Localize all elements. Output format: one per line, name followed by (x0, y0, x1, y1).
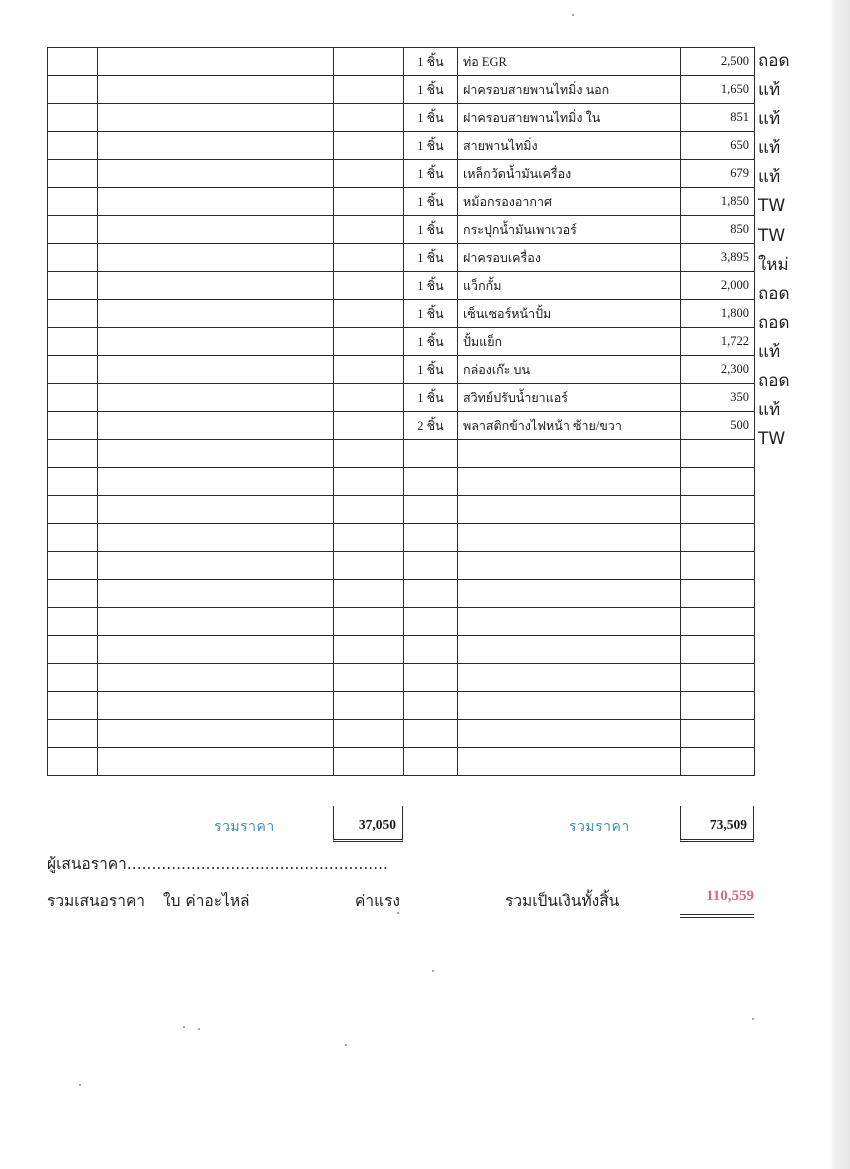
qty-cell: 1 ชิ้น (404, 384, 458, 412)
left-amount-cell (334, 468, 404, 496)
empty-row (48, 608, 755, 636)
description-cell: เหล็กวัดน้ำมันเครื่อง (458, 160, 681, 188)
qty-cell: 1 ชิ้น (404, 48, 458, 76)
description-cell (458, 496, 681, 524)
grand-total-label: รวมเป็นเงินทั้งสิ้น (505, 892, 620, 910)
description-cell (458, 748, 681, 776)
empty-row (48, 720, 755, 748)
no-cell (48, 216, 98, 244)
scan-speck (572, 14, 574, 16)
price-cell (681, 468, 755, 496)
qty-cell: 1 ชิ้น (404, 244, 458, 272)
left-amount-cell (334, 412, 404, 440)
condition-note: แท้ (758, 167, 781, 188)
scan-speck (752, 1018, 754, 1020)
left-description-cell (98, 608, 334, 636)
qty-cell (404, 748, 458, 776)
price-cell: 851 (681, 104, 755, 132)
left-description-cell (98, 468, 334, 496)
empty-row (48, 496, 755, 524)
price-cell: 1,800 (681, 300, 755, 328)
left-description-cell (98, 384, 334, 412)
price-cell (681, 440, 755, 468)
no-cell (48, 636, 98, 664)
description-cell: แว็กกั้ม (458, 272, 681, 300)
condition-note: แท้ (758, 138, 781, 159)
left-amount-cell (334, 384, 404, 412)
empty-row (48, 664, 755, 692)
left-description-cell (98, 160, 334, 188)
empty-row (48, 580, 755, 608)
no-cell (48, 272, 98, 300)
no-cell (48, 48, 98, 76)
no-cell (48, 132, 98, 160)
no-cell (48, 440, 98, 468)
price-cell (681, 692, 755, 720)
left-amount-cell (334, 720, 404, 748)
empty-row (48, 636, 755, 664)
left-amount-cell (334, 272, 404, 300)
condition-note: ถอด (758, 371, 790, 392)
condition-note: แท้ (758, 80, 781, 101)
description-cell: พลาสติกข้างไฟหน้า ซ้าย/ขวา (458, 412, 681, 440)
price-cell: 2,500 (681, 48, 755, 76)
description-cell (458, 608, 681, 636)
parts-row (48, 272, 755, 300)
left-amount-cell (334, 664, 404, 692)
price-cell (681, 552, 755, 580)
left-description-cell (98, 76, 334, 104)
left-amount-cell (334, 244, 404, 272)
qty-cell: 1 ชิ้น (404, 272, 458, 300)
no-cell (48, 720, 98, 748)
qty-cell (404, 664, 458, 692)
description-cell: ฝาครอบสายพานไทมิ่ง ใน (458, 104, 681, 132)
description-cell: ฝาครอบสายพานไทมิ่ง นอก (458, 76, 681, 104)
qty-cell: 1 ชิ้น (404, 160, 458, 188)
price-cell: 1,650 (681, 76, 755, 104)
qty-cell (404, 720, 458, 748)
price-cell: 850 (681, 216, 755, 244)
left-amount-cell (334, 188, 404, 216)
left-amount-cell (334, 328, 404, 356)
no-cell (48, 160, 98, 188)
left-description-cell (98, 272, 334, 300)
price-cell (681, 496, 755, 524)
left-description-cell (98, 188, 334, 216)
description-cell (458, 524, 681, 552)
parts-row (48, 188, 755, 216)
price-cell (681, 720, 755, 748)
description-cell: สายพานไทมิ่ง (458, 132, 681, 160)
left-amount-cell (334, 216, 404, 244)
left-total-label: รวมราคา (214, 819, 275, 835)
parts-row (48, 300, 755, 328)
qty-cell: 1 ชิ้น (404, 132, 458, 160)
description-cell: กระปุกน้ำมันเพาเวอร์ (458, 216, 681, 244)
no-cell (48, 356, 98, 384)
qty-cell: 1 ชิ้น (404, 356, 458, 384)
description-cell: กล่องเก๊ะ บน (458, 356, 681, 384)
no-cell (48, 748, 98, 776)
condition-note: TW (758, 225, 786, 246)
left-description-cell (98, 748, 334, 776)
left-amount-cell (334, 496, 404, 524)
left-total-value: 37,050 (333, 806, 403, 842)
price-cell: 2,300 (681, 356, 755, 384)
no-cell (48, 412, 98, 440)
qty-cell: 1 ชิ้น (404, 300, 458, 328)
parts-row (48, 412, 755, 440)
qty-cell (404, 608, 458, 636)
left-description-cell (98, 216, 334, 244)
no-cell (48, 608, 98, 636)
left-description-cell (98, 664, 334, 692)
price-cell: 679 (681, 160, 755, 188)
description-cell (458, 552, 681, 580)
qty-cell (404, 468, 458, 496)
description-cell: ท่อ EGR (458, 48, 681, 76)
qty-cell (404, 440, 458, 468)
no-cell (48, 496, 98, 524)
condition-note: ถอด (758, 51, 790, 71)
parts-row (48, 48, 755, 76)
left-description-cell (98, 496, 334, 524)
left-description-cell (98, 440, 334, 468)
labor-label: ค่าแรง (355, 892, 400, 910)
condition-note: แท้ (758, 400, 781, 421)
left-description-cell (98, 580, 334, 608)
empty-row (48, 748, 755, 776)
description-cell: หม้อกรองอากาศ (458, 188, 681, 216)
condition-annotations (758, 47, 790, 454)
qty-cell: 2 ชิ้น (404, 412, 458, 440)
price-cell: 1,850 (681, 188, 755, 216)
description-cell (458, 468, 681, 496)
condition-note: แท้ (758, 341, 781, 362)
condition-note: TW (758, 196, 786, 217)
parts-row (48, 328, 755, 356)
scan-speck (397, 912, 399, 914)
empty-row (48, 524, 755, 552)
left-amount-cell (334, 160, 404, 188)
no-cell (48, 104, 98, 132)
empty-row (48, 692, 755, 720)
scan-speck (183, 1026, 185, 1028)
left-description-cell (98, 132, 334, 160)
parts-row (48, 104, 755, 132)
description-cell (458, 720, 681, 748)
left-description-cell (98, 104, 334, 132)
left-amount-cell (334, 524, 404, 552)
parts-row (48, 76, 755, 104)
qty-cell: 1 ชิ้น (404, 188, 458, 216)
no-cell (48, 328, 98, 356)
right-total-value: 73,509 (680, 806, 754, 842)
left-description-cell (98, 524, 334, 552)
parts-row (48, 356, 755, 384)
parts-row (48, 216, 755, 244)
description-cell: เซ็นเซอร์หน้าปั้ม (458, 300, 681, 328)
qty-cell (404, 552, 458, 580)
condition-note: แท้ (758, 109, 781, 130)
price-cell (681, 748, 755, 776)
price-cell: 3,895 (681, 244, 755, 272)
price-cell (681, 580, 755, 608)
summary-label: รวมเสนอราคา (47, 892, 146, 910)
left-description-cell (98, 48, 334, 76)
price-cell (681, 524, 755, 552)
parts-table-body (48, 48, 755, 776)
description-cell (458, 440, 681, 468)
left-description-cell (98, 552, 334, 580)
price-cell (681, 664, 755, 692)
description-cell (458, 580, 681, 608)
qty-cell (404, 580, 458, 608)
no-cell (48, 468, 98, 496)
qty-cell (404, 496, 458, 524)
right-total-label: รวมราคา (569, 819, 630, 835)
left-description-cell (98, 720, 334, 748)
page-edge-shadow (828, 0, 850, 1169)
no-cell (48, 552, 98, 580)
parts-row (48, 132, 755, 160)
left-amount-cell (334, 48, 404, 76)
parts-row (48, 160, 755, 188)
left-amount-cell (334, 552, 404, 580)
qty-cell (404, 636, 458, 664)
scan-speck (198, 1028, 200, 1030)
empty-row (48, 468, 755, 496)
left-description-cell (98, 356, 334, 384)
no-cell (48, 244, 98, 272)
no-cell (48, 692, 98, 720)
parts-row (48, 384, 755, 412)
no-cell (48, 76, 98, 104)
left-description-cell (98, 300, 334, 328)
left-amount-cell (334, 76, 404, 104)
left-description-cell (98, 244, 334, 272)
parts-row (48, 244, 755, 272)
left-amount-cell (334, 748, 404, 776)
description-cell (458, 636, 681, 664)
description-cell (458, 692, 681, 720)
left-amount-cell (334, 608, 404, 636)
description-cell: สวิทย์ปรับน้ำยาแอร์ (458, 384, 681, 412)
scan-speck (345, 1044, 347, 1046)
grand-total-double-underline (680, 914, 754, 918)
price-cell: 350 (681, 384, 755, 412)
qty-cell: 1 ชิ้น (404, 216, 458, 244)
no-cell (48, 664, 98, 692)
condition-note: ถอด (758, 312, 790, 333)
price-cell: 650 (681, 132, 755, 160)
description-cell: ปั้มแย็ก (458, 328, 681, 356)
proposer-signature-line: ผู้เสนอราคา..................................................... (47, 855, 388, 873)
left-description-cell (98, 412, 334, 440)
qty-cell: 1 ชิ้น (404, 104, 458, 132)
price-cell (681, 636, 755, 664)
parts-sheet-label: ใบ ค่าอะไหล่ (163, 892, 250, 910)
price-cell: 2,000 (681, 272, 755, 300)
no-cell (48, 580, 98, 608)
scan-speck (432, 970, 434, 972)
parts-table (47, 47, 755, 776)
left-amount-cell (334, 104, 404, 132)
no-cell (48, 188, 98, 216)
qty-cell (404, 524, 458, 552)
price-cell: 500 (681, 412, 755, 440)
no-cell (48, 300, 98, 328)
no-cell (48, 384, 98, 412)
condition-note: ถอด (758, 283, 790, 304)
qty-cell (404, 692, 458, 720)
description-cell: ฝาครอบเครื่อง (458, 244, 681, 272)
price-cell (681, 608, 755, 636)
left-description-cell (98, 636, 334, 664)
empty-row (48, 440, 755, 468)
condition-note: TW (758, 429, 786, 450)
description-cell (458, 664, 681, 692)
left-description-cell (98, 328, 334, 356)
left-description-cell (98, 692, 334, 720)
qty-cell: 1 ชิ้น (404, 76, 458, 104)
no-cell (48, 524, 98, 552)
qty-cell: 1 ชิ้น (404, 328, 458, 356)
empty-row (48, 552, 755, 580)
left-amount-cell (334, 580, 404, 608)
condition-note: ใหม่ (758, 254, 789, 275)
left-amount-cell (334, 300, 404, 328)
price-cell: 1,722 (681, 328, 755, 356)
totals-row (0, 806, 850, 846)
left-amount-cell (334, 132, 404, 160)
grand-total-value: 110,559 (706, 888, 754, 904)
left-amount-cell (334, 636, 404, 664)
scan-speck (79, 1084, 81, 1086)
left-amount-cell (334, 692, 404, 720)
left-amount-cell (334, 356, 404, 384)
left-amount-cell (334, 440, 404, 468)
